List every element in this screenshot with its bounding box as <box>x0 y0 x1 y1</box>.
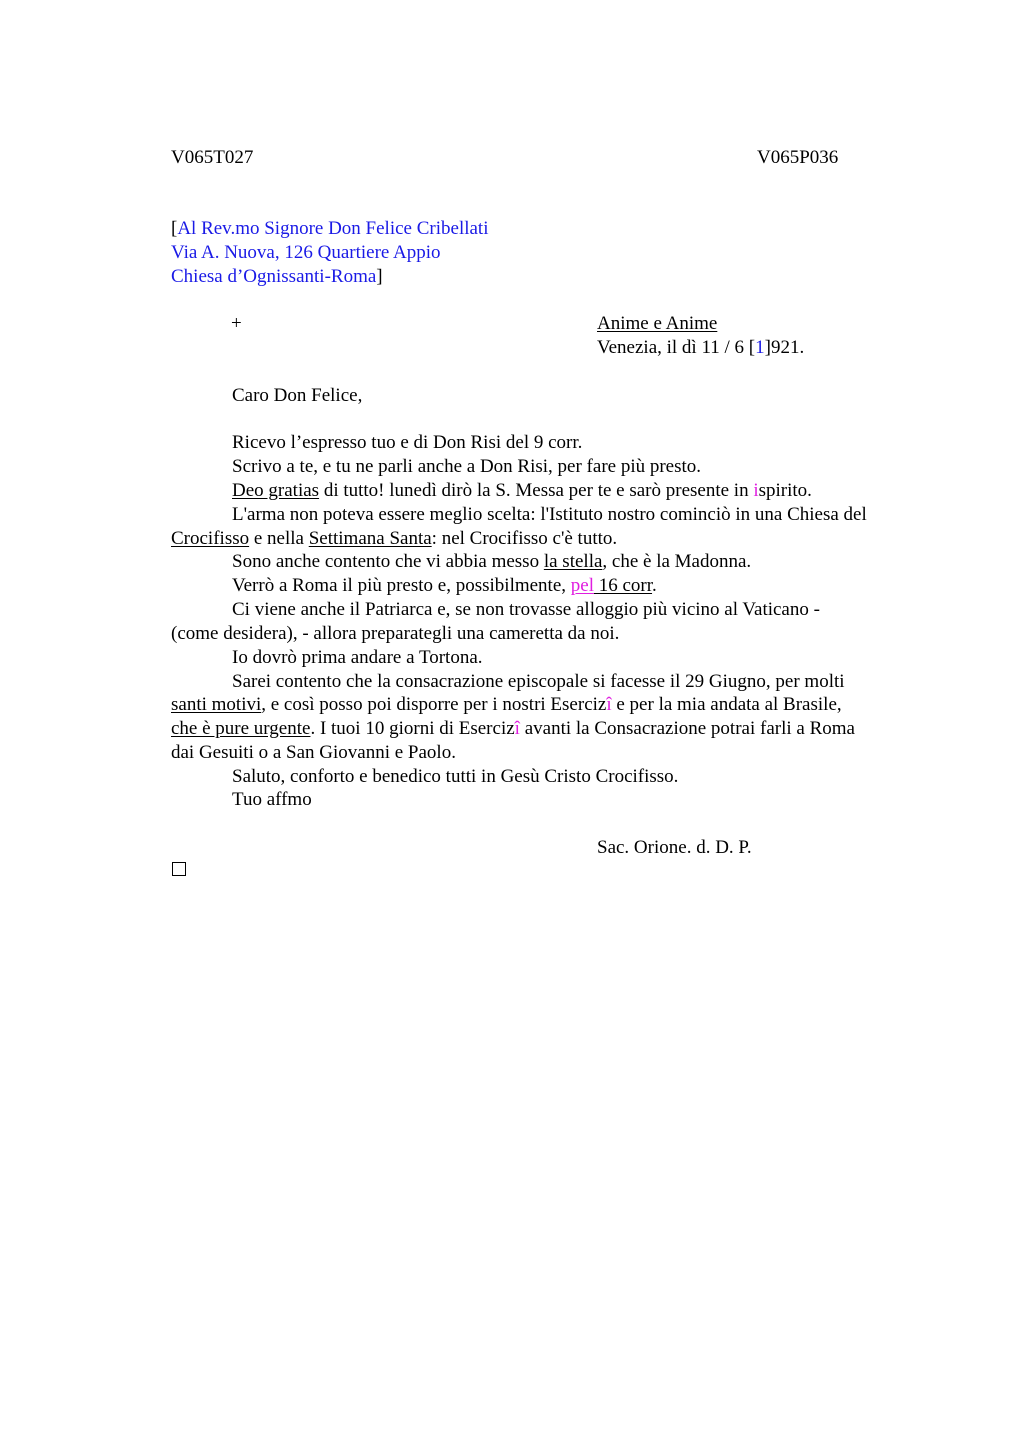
text-run: Sono anche contento che vi abbia messo <box>232 551 544 572</box>
address-close-bracket: ] <box>376 266 383 287</box>
address-line-3 <box>171 265 383 289</box>
document-code-left: V065T027 <box>171 147 254 168</box>
underlined-text: la stella <box>543 551 603 572</box>
edit-mark: î <box>606 694 612 715</box>
underlined-text: Settimana Santa <box>308 528 432 549</box>
body-line <box>171 527 617 551</box>
dateline <box>597 336 804 360</box>
underlined-text: 16 corr <box>594 575 653 596</box>
date-insert: 1 <box>755 337 765 358</box>
edit-mark: pel <box>570 575 594 596</box>
date-prefix: Venezia, il dì 11 / 6 [ <box>597 337 756 358</box>
end-of-document-box <box>172 862 186 876</box>
text-run: e per la mia andata al Brasile, <box>611 694 842 715</box>
address-church: Chiesa d’Ognissanti-Roma <box>171 266 377 287</box>
body-line: L'arma non poteva essere meglio scelta: l'Istituto nostro cominciò in una Chiesa del <box>232 504 867 525</box>
text-run: e nella <box>249 528 309 549</box>
underlined-text: Deo gratias <box>232 480 320 501</box>
text-run: avanti la Consacrazione potrai farli a Roma <box>519 718 855 739</box>
body-line: Sarei contento che la consacrazione episcopale si facesse il 29 Giugno, per molti <box>232 671 845 692</box>
body-line <box>232 479 812 503</box>
text-run: : nel Crocifisso c'è tutto. <box>431 528 618 549</box>
body-line: Scrivo a te, e tu ne parli anche a Don Risi, per fare più presto. <box>232 456 702 477</box>
address-line-1 <box>171 217 489 241</box>
underlined-text: che è pure urgente <box>171 718 311 739</box>
body-line <box>232 574 657 598</box>
body-line <box>232 550 751 574</box>
body-line: (come desidera), - allora preparategli una cameretta da noi. <box>171 623 620 644</box>
body-line: Saluto, conforto e benedico tutti in Gesù Cristo Crocifisso. <box>232 766 679 787</box>
body-line: Io dovrò prima andare a Tortona. <box>232 647 483 668</box>
body-line: Ci viene anche il Patriarca e, se non trovasse alloggio più vicino al Vaticano - <box>232 599 820 620</box>
motto: Anime e Anime <box>597 313 718 334</box>
salutation: Caro Don Felice, <box>232 385 363 406</box>
edit-mark: i <box>753 480 759 501</box>
underlined-text: santi motivi <box>171 694 262 715</box>
signature: Sac. Orione. d. D. P. <box>597 837 752 858</box>
underlined-text: Crocifisso <box>171 528 250 549</box>
document-code-right: V065P036 <box>757 147 839 168</box>
body-line: Ricevo l’espresso tuo e di Don Risi del 9 corr. <box>232 432 583 453</box>
closing: Tuo affmo <box>232 789 312 810</box>
address-open-bracket: [ <box>171 218 178 239</box>
text-run: Verrò a Roma il più presto e, possibilmente, <box>232 575 571 596</box>
cross-mark: + <box>231 313 242 334</box>
text-run: , che è la Madonna. <box>602 551 752 572</box>
address-recipient: Al Rev.mo Signore Don Felice Cribellati <box>177 218 489 239</box>
body-line <box>171 717 855 741</box>
text-run: . I tuoi 10 giorni di Eserciz <box>310 718 515 739</box>
text-run: spirito. <box>758 480 812 501</box>
date-suffix: ]921. <box>764 337 805 358</box>
body-line <box>171 693 842 717</box>
text-run: di tutto! lunedì dirò la S. Messa per te e sarò presente in <box>319 480 754 501</box>
body-line: dai Gesuiti o a San Giovanni e Paolo. <box>171 742 456 763</box>
text-run: . <box>652 575 657 596</box>
text-run: , e così posso poi disporre per i nostri Eserciz <box>261 694 607 715</box>
address-line-2: Via A. Nuova, 126 Quartiere Appio <box>171 242 441 263</box>
edit-mark: î <box>514 718 520 739</box>
